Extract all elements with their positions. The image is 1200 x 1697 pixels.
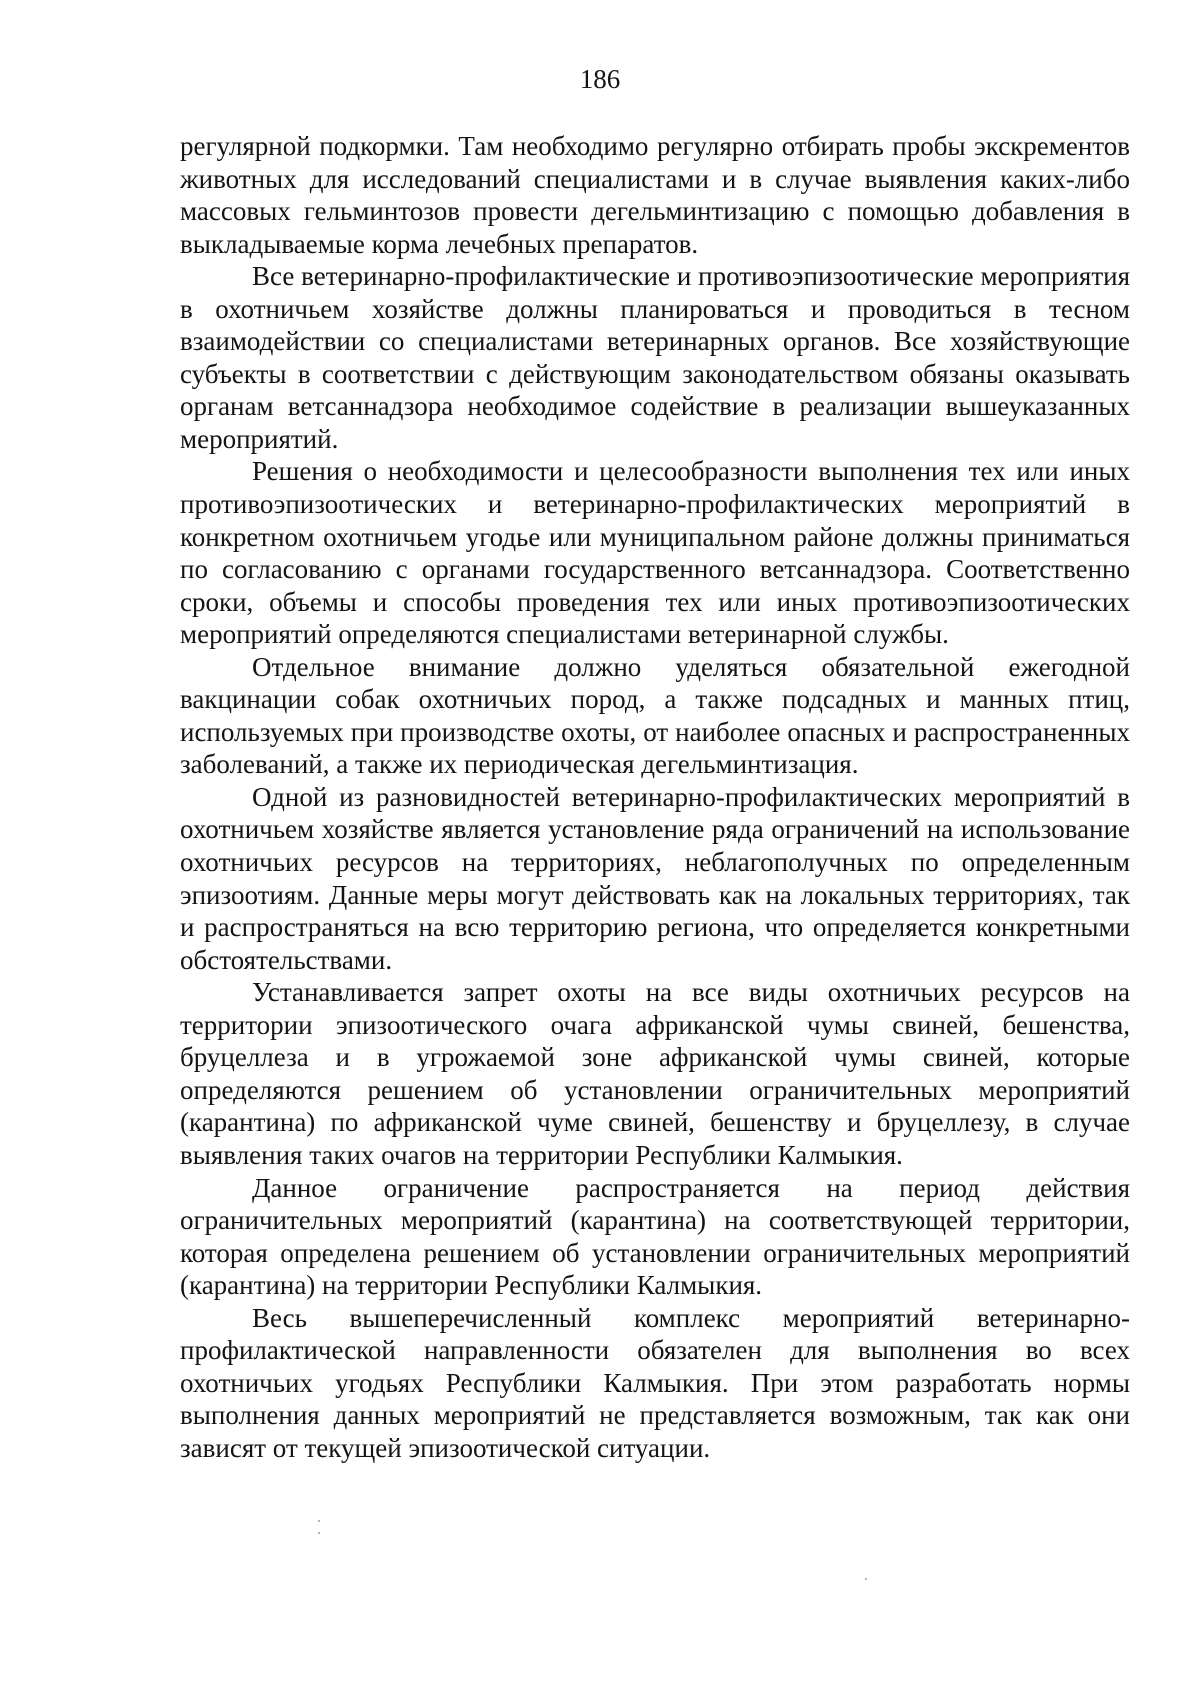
paragraph: Одной из разновидностей ветеринарно-профилактических мероприятий в охотничьем хозяйстве является установление ряда ограничений на использование охотничьих ресурсов на территориях, неблагополучных по определенным эпизоотиям. Данные меры могут действовать как на локальных территориях, так и распространяться на всю территорию региона, что определяется конкретными обстоятельствами. xyxy=(180,781,1130,975)
paragraph: Все ветеринарно-профилактические и противоэпизоотические мероприятия в охотничьем хозяйстве должны планироваться и проводиться в тесном взаимодействии со специалистами ветеринарных органов. Все хозяйствующие субъекты в соответствии с действующим законодательством обязаны оказывать органам ветсаннадзора необходимое содействие в реализации вышеуказанных мероприятий. xyxy=(180,261,1130,454)
paragraph: Устанавливается запрет охоты на все виды охотничьих ресурсов на территории эпизоотического очага африканской чумы свиней, бешенства, бруцеллеза и в угрожаемой зоне африканской чумы свиней, которые определяются решением об установлении ограничительных мероприятий (карантина) по африканской чуме свиней, бешенству и бруцеллезу, в случае выявления таких очагов на территории Республики Калмыкия. xyxy=(180,977,1130,1170)
scan-speck xyxy=(318,1520,320,1522)
document-body xyxy=(180,130,1130,1464)
scan-speck xyxy=(865,1578,867,1580)
paragraph: Решения о необходимости и целесообразности выполнения тех или иных противоэпизоотических и ветеринарно-профилактических мероприятий в конкретном охотничьем угодье или муниципальном районе должны приниматься по согласованию с органами государственного ветсаннадзора. Соответственно сроки, объемы и способы проведения тех или иных противоэпизоотических мероприятий определяются специалистами ветеринарной службы. xyxy=(180,456,1130,650)
page-number: 186 xyxy=(579,64,621,94)
paragraph-continuation: регулярной подкормки. Там необходимо регулярно отбирать пробы экскрементов животных для исследований специалистами и в случае выявления каких-либо массовых гельминтозов провести дегельминтизацию с помощью добавления в выкладываемые корма лечебных препаратов. xyxy=(180,131,1130,259)
scan-speck xyxy=(318,1532,320,1534)
paragraph: Данное ограничение распространяется на период действия ограничительных мероприятий (карантина) на соответствующей территории, которая определена решением об установлении ограничительных мероприятий (карантина) на территории Республики Калмыкия. xyxy=(180,1172,1130,1301)
paragraph: Весь вышеперечисленный комплекс мероприятий ветеринарно-профилактической направленности обязателен для выполнения во всех охотничьих угодьях Республики Калмыкия. При этом разработать нормы выполнения данных мероприятий не представляется возможным, так как они зависят от текущей эпизоотической ситуации. xyxy=(180,1302,1130,1463)
paragraph: Отдельное внимание должно уделяться обязательной ежегодной вакцинации собак охотничьих пород, а также подсадных и манных птиц, используемых при производстве охоты, от наиболее опасных и распространенных заболеваний, а также их периодическая дегельминтизация. xyxy=(180,651,1130,780)
